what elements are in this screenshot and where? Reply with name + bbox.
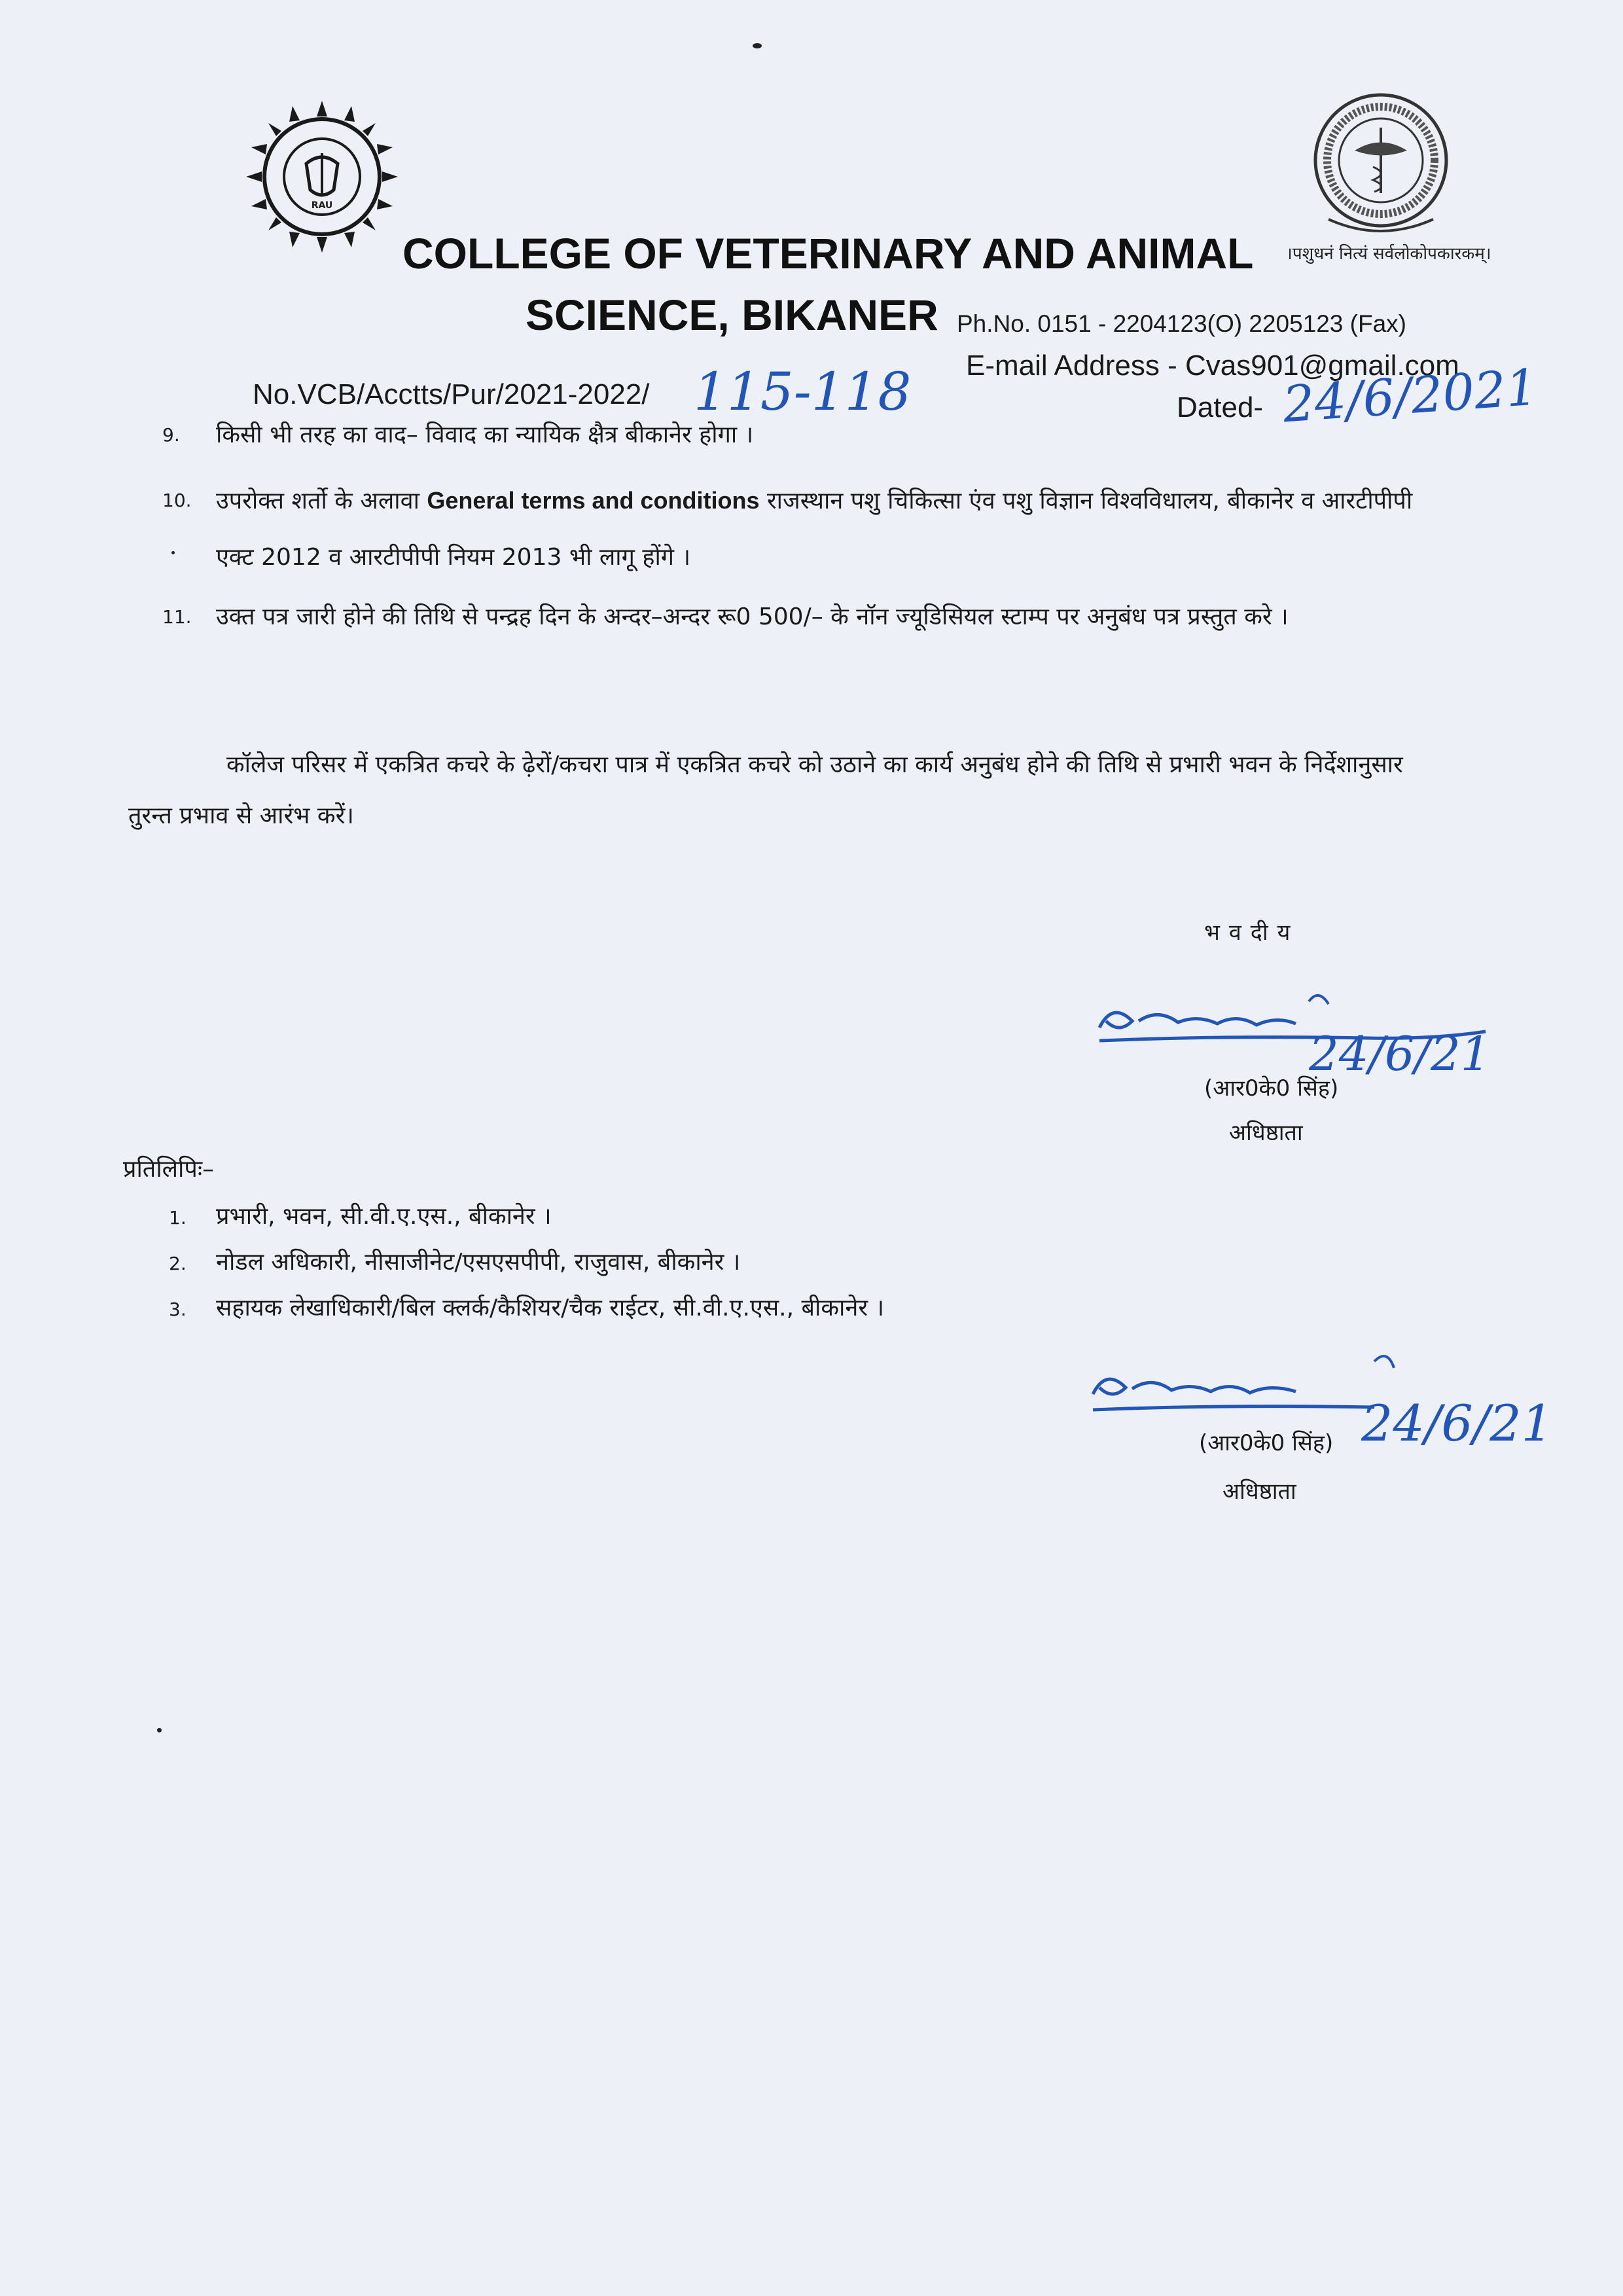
reference-handwritten: 115-118 [694, 361, 912, 422]
reference-number: No.VCB/Acctts/Pur/2021-2022/ [253, 378, 650, 410]
title-line-1: COLLEGE OF VETERINARY AND ANIMAL [402, 229, 1254, 278]
scan-speck [171, 551, 175, 554]
motto: ।पशुधनं नित्यं सर्वलोकोपकारकम्। [1286, 244, 1491, 264]
clause-text-part: उपरोक्त शर्तो के अलावा [216, 488, 427, 514]
scan-speck [753, 43, 762, 48]
title-line-2: SCIENCE, BIKANER [526, 291, 938, 339]
signatory-name-1: (आर0के0 सिंह) [1204, 1075, 1339, 1102]
college-seal-logo [243, 98, 401, 255]
clause-text [216, 473, 1438, 586]
copy-item-1 [169, 1199, 552, 1231]
clause-number: 10. [162, 490, 192, 511]
copy-item-number: 1. [169, 1207, 187, 1229]
closing-salutation: भवदीय [1204, 920, 1300, 946]
body-paragraph: कॉलेज परिसर में एकत्रित कचरे के ढ़ेरों/कचरा पात्र में एकत्रित कचरे को उठाने का कार्य अनुबंध होने की तिथि से प्रभारी भवन के निर्देशानुसार तुरन्त प्रभाव से आरंभ करें। [128, 751, 1403, 829]
university-seal-logo [1302, 88, 1459, 245]
signatory-designation-2: अधिष्ठाता [1222, 1479, 1296, 1505]
email-address: E-mail Address - Cvas901@gmail.com [966, 350, 1459, 382]
copy-to-label: प्रतिलिपिः– [123, 1156, 215, 1183]
signatory-name-2: (आर0के0 सिंह) [1199, 1430, 1334, 1456]
phone-number: Ph.No. 0151 - 2204123(O) 2205123 (Fax) [957, 310, 1406, 337]
clause-number: 9. [162, 424, 180, 446]
clause-text: किसी भी तरह का वाद– विवाद का न्यायिक क्षैत्र बीकानेर होगा । [216, 422, 754, 448]
clause-text-bold: General terms and conditions [427, 487, 760, 514]
copy-item-number: 3. [169, 1299, 187, 1320]
dated-label: Dated- [1177, 391, 1264, 423]
copy-item-text: नोडल अधिकारी, नीसाजीनेट/एसएसपीपी, राजुवास, बीकानेर । [216, 1249, 741, 1276]
signature-1-date: 24/6/21 [1309, 1026, 1491, 1081]
copy-item-3 [169, 1291, 884, 1323]
clause-text-part: राजस्थान पशु चिकित्सा एंव पशु विज्ञान विश्वविधालय, बीकानेर व आरटीपीपी एक्ट 2012 व आरटीपीपी नियम 2013 भी लागू होंगे । [216, 488, 1413, 571]
scan-speck [157, 1728, 162, 1732]
copy-item-text: प्रभारी, भवन, सी.वी.ए.एस., बीकानेर । [216, 1203, 552, 1230]
dated-handwritten: 24/6/2021 [1281, 357, 1540, 434]
svg-text:RAU: RAU [311, 200, 333, 211]
copy-item-number: 2. [169, 1253, 187, 1274]
copy-item-2 [169, 1245, 740, 1277]
copy-item-text: सहायक लेखाधिकारी/बिल क्लर्क/कैशियर/चैक राईटर, सी.वी.ए.एस., बीकानेर । [216, 1295, 885, 1321]
clause-number: 11. [162, 606, 192, 628]
clause-text: उक्त पत्र जारी होने की तिथि से पन्द्रह दिन के अन्दर–अन्दर रू0 500/– के नॉन ज्यूडिसियल स्टाम्प पर अनुबंध पत्र प्रस्तुत करे । [216, 603, 1289, 630]
signatory-designation-1: अधिष्ठाता [1229, 1120, 1303, 1146]
signature-2-date: 24/6/21 [1361, 1394, 1553, 1452]
